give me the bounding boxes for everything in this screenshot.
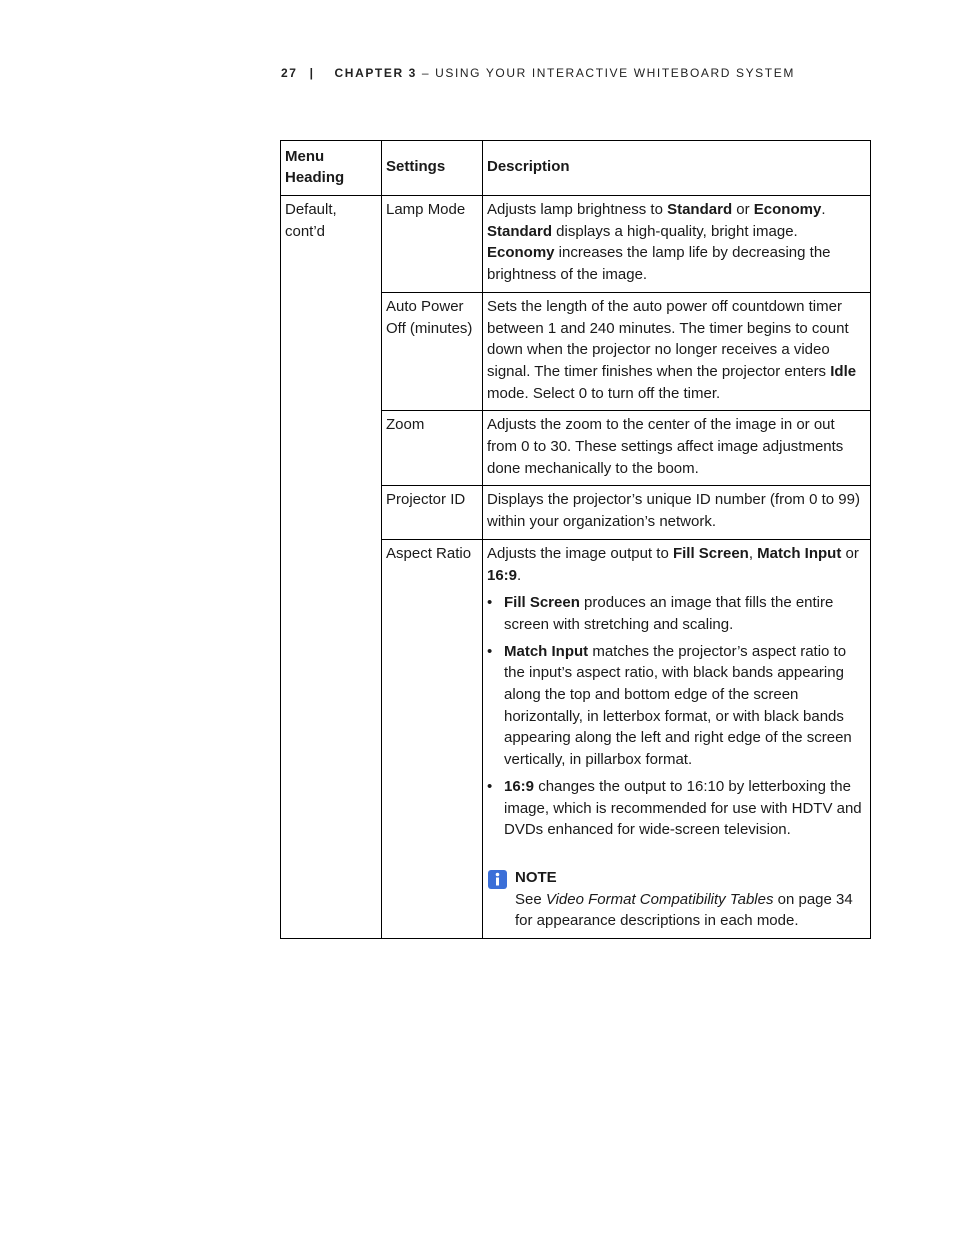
setting-cell: Lamp Mode bbox=[382, 196, 483, 293]
table-row bbox=[281, 196, 871, 293]
bullet: • bbox=[487, 594, 493, 612]
aspect-ratio-options-list bbox=[487, 592, 866, 841]
setting-cell: Zoom bbox=[382, 411, 483, 486]
setting-cell: Auto Power Off (minutes) bbox=[382, 292, 483, 411]
chapter-title: – USING YOUR INTERACTIVE WHITEBOARD SYSTEM bbox=[421, 66, 795, 80]
setting-cell: Projector ID bbox=[382, 486, 483, 539]
running-header bbox=[281, 66, 795, 80]
list-item: • Fill Screen produces an image that fills the entire screen with stretching and scaling. bbox=[487, 594, 834, 633]
description-cell: Sets the length of the auto power off countdown timer between 1 and 240 minutes. The timer begins to count down when the projector no longer receives a video signal. The timer finishes when the projector enters Idle mode. Select 0 to turn off the timer. bbox=[483, 292, 871, 411]
column-header-description: Description bbox=[483, 141, 871, 196]
table-header-row bbox=[281, 141, 871, 196]
setting-cell: Aspect Ratio bbox=[382, 539, 483, 938]
info-icon bbox=[488, 870, 507, 889]
bullet: • bbox=[487, 642, 493, 660]
description-cell: Adjusts the zoom to the center of the image in or out from 0 to 30. These settings affect image adjustments done mechanically to the boom. bbox=[483, 411, 871, 486]
note-text: See Video Format Compatibility Tables on page 34 for appearance descriptions in each mode. bbox=[515, 890, 853, 930]
description-cell: Displays the projector’s unique ID number (from 0 to 99) within your organization’s network. bbox=[483, 486, 871, 539]
settings-table bbox=[280, 140, 871, 939]
column-header-menu-heading: Menu Heading bbox=[281, 141, 382, 196]
aspect-ratio-intro: Adjusts the image output to Fill Screen, Match Input or 16:9. bbox=[487, 544, 859, 584]
list-item: • Match Input matches the projector’s aspect ratio to the input’s aspect ratio, with black bands appearing along the top and bottom edge of the screen horizontally, in letterbox format, or with black bands appearing along the left and right edge of the screen vertically, in pillarbox format. bbox=[487, 642, 852, 769]
column-header-settings: Settings bbox=[382, 141, 483, 196]
page-number: 27 bbox=[281, 66, 298, 80]
menu-heading-cell: Default, cont’d bbox=[281, 196, 382, 939]
list-item: • 16:9 changes the output to 16:10 by letterboxing the image, which is recommended for use with HDTV and DVDs enhanced for wide-screen television. bbox=[487, 777, 862, 839]
chapter-label: CHAPTER 3 bbox=[334, 66, 417, 80]
note-box bbox=[487, 867, 866, 932]
header-separator: | bbox=[309, 66, 315, 80]
description-cell: Adjusts lamp brightness to Standard or Economy. Standard displays a high-quality, bright image. Economy increases the lamp life by decreasing the brightness of the image. bbox=[483, 196, 871, 293]
note-title: NOTE bbox=[515, 868, 557, 886]
bullet: • bbox=[487, 777, 493, 795]
description-cell bbox=[483, 539, 871, 938]
